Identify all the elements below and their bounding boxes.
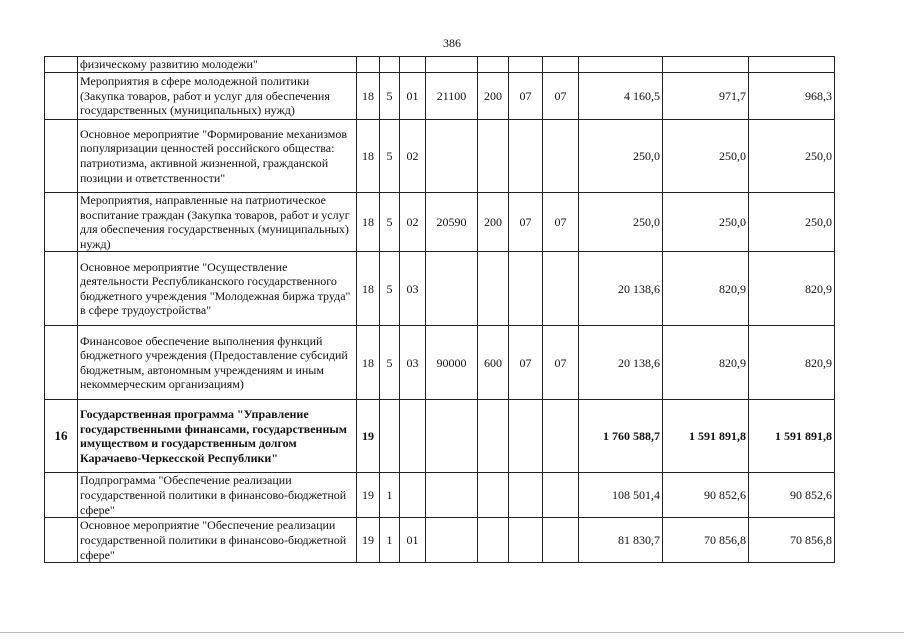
code-direction-cell (426, 473, 478, 518)
code-direction-cell: 90000 (426, 326, 478, 400)
table-row (45, 252, 835, 326)
code-sub-cell: 1 (380, 473, 400, 518)
page-edge-line (0, 632, 904, 633)
row-number-cell (45, 73, 78, 120)
code-gp-cell: 19 (357, 473, 380, 518)
code-expense-type-cell: 200 (478, 193, 509, 252)
amount-year1-cell: 1 760 588,7 (579, 400, 663, 473)
code-section-cell: 07 (509, 326, 543, 400)
row-number-cell: 16 (45, 400, 78, 473)
code-expense-type-cell: 200 (478, 73, 509, 120)
amount-year1-cell (579, 57, 663, 73)
code-om-cell (400, 57, 426, 73)
code-section-cell (509, 400, 543, 473)
row-number-cell (45, 120, 78, 193)
code-om-cell: 01 (400, 518, 426, 563)
code-subsection-cell: 07 (543, 193, 579, 252)
amount-year2-cell: 820,9 (663, 252, 749, 326)
amount-year3-cell: 968,3 (749, 73, 835, 120)
amount-year1-cell: 20 138,6 (579, 252, 663, 326)
amount-year1-cell: 4 160,5 (579, 73, 663, 120)
code-sub-cell: 5 (380, 120, 400, 193)
code-expense-type-cell (478, 57, 509, 73)
code-section-cell (509, 252, 543, 326)
code-sub-cell: 1 (380, 518, 400, 563)
row-number-cell (45, 473, 78, 518)
table-row (45, 473, 835, 518)
amount-year2-cell: 971,7 (663, 73, 749, 120)
code-gp-cell: 18 (357, 120, 380, 193)
code-om-cell: 02 (400, 120, 426, 193)
code-section-cell (509, 518, 543, 563)
code-sub-cell: 5 (380, 252, 400, 326)
row-name-cell: Основное мероприятие "Осуществление деятельности Республиканского государственного бюджетного учреждения "Молодежная биржа труда" в сфере трудоустройства" (78, 252, 357, 326)
code-subsection-cell (543, 57, 579, 73)
code-direction-cell (426, 400, 478, 473)
row-number-cell (45, 57, 78, 73)
code-sub-cell: 5 (380, 193, 400, 252)
amount-year2-cell (663, 57, 749, 73)
table-row (45, 400, 835, 473)
amount-year1-cell: 20 138,6 (579, 326, 663, 400)
code-om-cell: 01 (400, 73, 426, 120)
amount-year1-cell: 108 501,4 (579, 473, 663, 518)
row-name-cell: Мероприятия в сфере молодежной политики (Закупка товаров, работ и услуг для обеспечения государственных (муниципальных) нужд) (78, 73, 357, 120)
row-name-cell: Основное мероприятие "Формирование механизмов популяризации ценностей российского общества: патриотизма, активной жизненной, гражданской позиции и ответственности" (78, 120, 357, 193)
row-number-cell (45, 518, 78, 563)
code-expense-type-cell: 600 (478, 326, 509, 400)
amount-year2-cell: 1 591 891,8 (663, 400, 749, 473)
row-number-cell (45, 252, 78, 326)
code-gp-cell: 18 (357, 326, 380, 400)
code-direction-cell (426, 518, 478, 563)
code-section-cell: 07 (509, 73, 543, 120)
table-row (45, 193, 835, 252)
code-expense-type-cell (478, 473, 509, 518)
table-row (45, 120, 835, 193)
code-sub-cell (380, 57, 400, 73)
table-row (45, 73, 835, 120)
code-subsection-cell (543, 473, 579, 518)
row-name-cell: Мероприятия, направленные на патриотическое воспитание граждан (Закупка товаров, работ и услуг для обеспечения государственных (муниципальных) нужд) (78, 193, 357, 252)
code-subsection-cell (543, 252, 579, 326)
code-section-cell (509, 473, 543, 518)
code-expense-type-cell (478, 252, 509, 326)
amount-year3-cell: 250,0 (749, 120, 835, 193)
amount-year3-cell: 250,0 (749, 193, 835, 252)
amount-year2-cell: 250,0 (663, 193, 749, 252)
amount-year3-cell: 90 852,6 (749, 473, 835, 518)
code-subsection-cell: 07 (543, 326, 579, 400)
code-subsection-cell: 07 (543, 73, 579, 120)
code-om-cell: 02 (400, 193, 426, 252)
code-section-cell: 07 (509, 193, 543, 252)
code-om-cell: 03 (400, 326, 426, 400)
amount-year1-cell: 81 830,7 (579, 518, 663, 563)
amount-year2-cell: 820,9 (663, 326, 749, 400)
code-direction-cell (426, 252, 478, 326)
code-sub-cell: 5 (380, 326, 400, 400)
code-direction-cell: 20590 (426, 193, 478, 252)
amount-year3-cell: 820,9 (749, 252, 835, 326)
code-sub-cell: 5 (380, 73, 400, 120)
amount-year2-cell: 250,0 (663, 120, 749, 193)
amount-year3-cell: 820,9 (749, 326, 835, 400)
code-om-cell: 03 (400, 252, 426, 326)
code-gp-cell: 19 (357, 400, 380, 473)
row-number-cell (45, 326, 78, 400)
code-subsection-cell (543, 400, 579, 473)
row-name-cell: Основное мероприятие "Обеспечение реализации государственной политики в финансово-бюджетной сфере" (78, 518, 357, 563)
code-expense-type-cell (478, 120, 509, 193)
code-om-cell (400, 400, 426, 473)
row-name-cell: физическому развитию молодежи" (78, 57, 357, 73)
amount-year3-cell: 70 856,8 (749, 518, 835, 563)
code-direction-cell (426, 57, 478, 73)
row-number-cell (45, 193, 78, 252)
code-gp-cell: 18 (357, 193, 380, 252)
page-number: 386 (443, 36, 461, 50)
code-direction-cell (426, 120, 478, 193)
code-gp-cell: 18 (357, 73, 380, 120)
code-expense-type-cell (478, 400, 509, 473)
code-om-cell (400, 473, 426, 518)
amount-year2-cell: 70 856,8 (663, 518, 749, 563)
code-sub-cell (380, 400, 400, 473)
row-name-cell: Государственная программа "Управление государственными финансами, государственным имуществом и государственным долгом Карачаево-Черкесской Республики" (78, 400, 357, 473)
code-expense-type-cell (478, 518, 509, 563)
code-gp-cell: 18 (357, 252, 380, 326)
row-name-cell: Финансовое обеспечение выполнения функций бюджетного учреждения (Предоставление субсидий бюджетным, автономным учреждениям и иным некоммерческим организациям) (78, 326, 357, 400)
amount-year3-cell: 1 591 891,8 (749, 400, 835, 473)
code-direction-cell: 21100 (426, 73, 478, 120)
table-row (45, 326, 835, 400)
amount-year1-cell: 250,0 (579, 193, 663, 252)
amount-year1-cell: 250,0 (579, 120, 663, 193)
budget-table (44, 56, 835, 563)
code-section-cell (509, 57, 543, 73)
code-section-cell (509, 120, 543, 193)
code-subsection-cell (543, 120, 579, 193)
table-row (45, 518, 835, 563)
code-gp-cell (357, 57, 380, 73)
amount-year3-cell (749, 57, 835, 73)
code-subsection-cell (543, 518, 579, 563)
amount-year2-cell: 90 852,6 (663, 473, 749, 518)
table-row (45, 57, 835, 73)
code-gp-cell: 19 (357, 518, 380, 563)
row-name-cell: Подпрограмма "Обеспечение реализации государственной политики в финансово-бюджетной сфере" (78, 473, 357, 518)
